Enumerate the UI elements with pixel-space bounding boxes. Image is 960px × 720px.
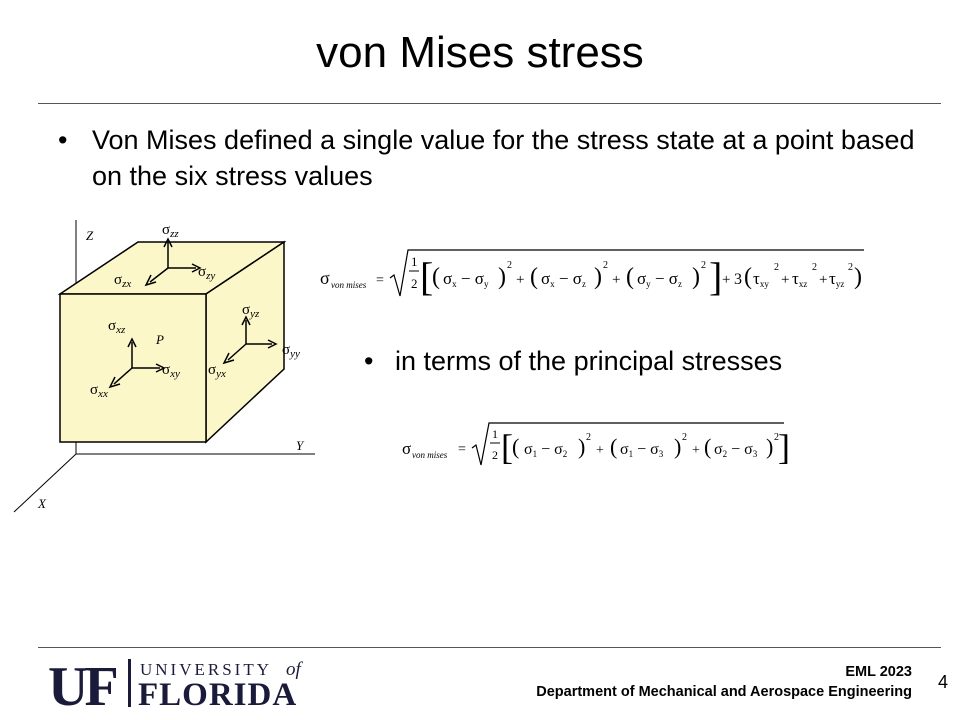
svg-text:+: +: [722, 272, 731, 288]
svg-text:2: 2: [812, 262, 817, 273]
point-label: P: [156, 332, 164, 347]
footer-text: [536, 662, 912, 702]
svg-text:[: [: [420, 254, 434, 299]
footer-divider: [38, 647, 941, 648]
svg-text:2: 2: [586, 432, 591, 443]
svg-text:von mises: von mises: [412, 450, 448, 460]
von-mises-general-equation: [318, 246, 866, 302]
z-axis-label: Z: [86, 228, 94, 243]
svg-text:2: 2: [507, 260, 512, 271]
svg-text:σ: σ: [402, 439, 412, 458]
svg-text:3: 3: [734, 271, 742, 288]
svg-text:1: 1: [492, 427, 498, 441]
svg-text:σyy: $\sigma_{yy}$: [282, 342, 300, 360]
x-axis-label: X: [38, 496, 46, 511]
svg-text:σzy: $\sigma_{zy}$: [198, 264, 216, 282]
von-mises-principal-equation: [400, 420, 790, 470]
svg-text:[: [: [501, 427, 513, 467]
svg-text:=: =: [376, 273, 384, 288]
bullet-principal-stresses: [364, 343, 924, 379]
svg-text:1: 1: [411, 254, 418, 269]
svg-text:+: +: [819, 272, 828, 288]
svg-text:): ): [498, 264, 506, 290]
svg-text:σ2 − σ3: σ2 − σ3: [714, 441, 758, 459]
uf-logo: [48, 655, 338, 718]
svg-text:+: +: [692, 443, 700, 458]
svg-text:(: (: [530, 264, 538, 290]
svg-text:(: (: [744, 264, 752, 290]
svg-text:τyz: τyz: [829, 269, 845, 289]
svg-text:): ): [854, 264, 862, 290]
svg-text:): ): [766, 434, 774, 459]
svg-text:2: 2: [682, 432, 687, 443]
slide-title: von Mises stress: [316, 28, 644, 77]
page-number: 4: [938, 672, 949, 692]
svg-text:+: +: [596, 443, 604, 458]
svg-text:σxy: $\sigma_{xy}$: [162, 362, 180, 380]
svg-text:σxx: $\sigma_{xx}$: [90, 382, 108, 400]
svg-text:2: 2: [774, 432, 779, 443]
svg-text:τxy: τxy: [753, 269, 769, 289]
svg-text:σyz: $\sigma_{yz}$: [242, 302, 260, 320]
svg-text:(: (: [626, 264, 634, 290]
svg-text:): ): [578, 434, 586, 459]
svg-text:]: ]: [778, 427, 790, 467]
svg-text:σzz: $\sigma_{zz}$: [162, 222, 179, 240]
svg-text:+: +: [516, 272, 525, 288]
svg-text:2: 2: [701, 260, 706, 271]
svg-text:(: (: [610, 434, 618, 459]
svg-text:+: +: [612, 272, 621, 288]
svg-text:(: (: [704, 434, 712, 459]
svg-text:2: 2: [492, 448, 498, 462]
svg-text:]: ]: [709, 254, 723, 299]
svg-text:von mises: von mises: [331, 280, 367, 290]
bullet-marker: •: [58, 125, 68, 155]
svg-text:σx − σy: σx − σy: [443, 269, 489, 289]
svg-text:(: (: [432, 264, 440, 290]
svg-text:+: +: [781, 272, 790, 288]
bullet-von-mises-definition: [58, 122, 928, 194]
stress-cube-diagram: [10, 212, 320, 517]
svg-text:(: (: [512, 434, 520, 459]
uf-initials: UF: [48, 656, 115, 718]
svg-text:2: 2: [774, 262, 779, 273]
university-label: UNIVERSITY: [140, 660, 272, 679]
svg-text:σx − σz: σx − σz: [541, 269, 586, 289]
y-axis-label: Y: [296, 438, 304, 453]
bullet-marker: •: [364, 346, 374, 376]
course-code: EML 2023: [845, 664, 912, 680]
bullet-text: in terms of the principal stresses: [395, 346, 783, 376]
department-name: Department of Mechanical and Aerospace Engineering: [536, 684, 912, 700]
svg-text:2: 2: [603, 260, 608, 271]
svg-text:=: =: [458, 442, 466, 457]
svg-text:σyx: $\sigma_{yx}$: [208, 362, 226, 380]
svg-text:2: 2: [848, 262, 853, 273]
svg-text:): ): [674, 434, 682, 459]
svg-text:σzx: $\sigma_{zx}$: [114, 272, 132, 290]
title-divider: [38, 103, 941, 104]
florida-label: FLORIDA: [138, 677, 298, 713]
svg-text:2: 2: [411, 276, 418, 291]
svg-text:σxz: $\sigma_{xz}$: [108, 318, 126, 336]
bullet-text: Von Mises defined a single value for the stress state at a point based on the six stress values: [92, 125, 915, 191]
svg-text:σy − σz: σy − σz: [637, 269, 682, 289]
svg-text:): ): [692, 264, 700, 290]
svg-text:σ1 − σ2: σ1 − σ2: [524, 441, 568, 459]
svg-text:σ1 − σ3: σ1 − σ3: [620, 441, 664, 459]
svg-text:τxz: τxz: [792, 269, 808, 289]
of-label: of: [286, 659, 301, 680]
svg-text:): ): [594, 264, 602, 290]
svg-text:σ: σ: [320, 268, 330, 288]
